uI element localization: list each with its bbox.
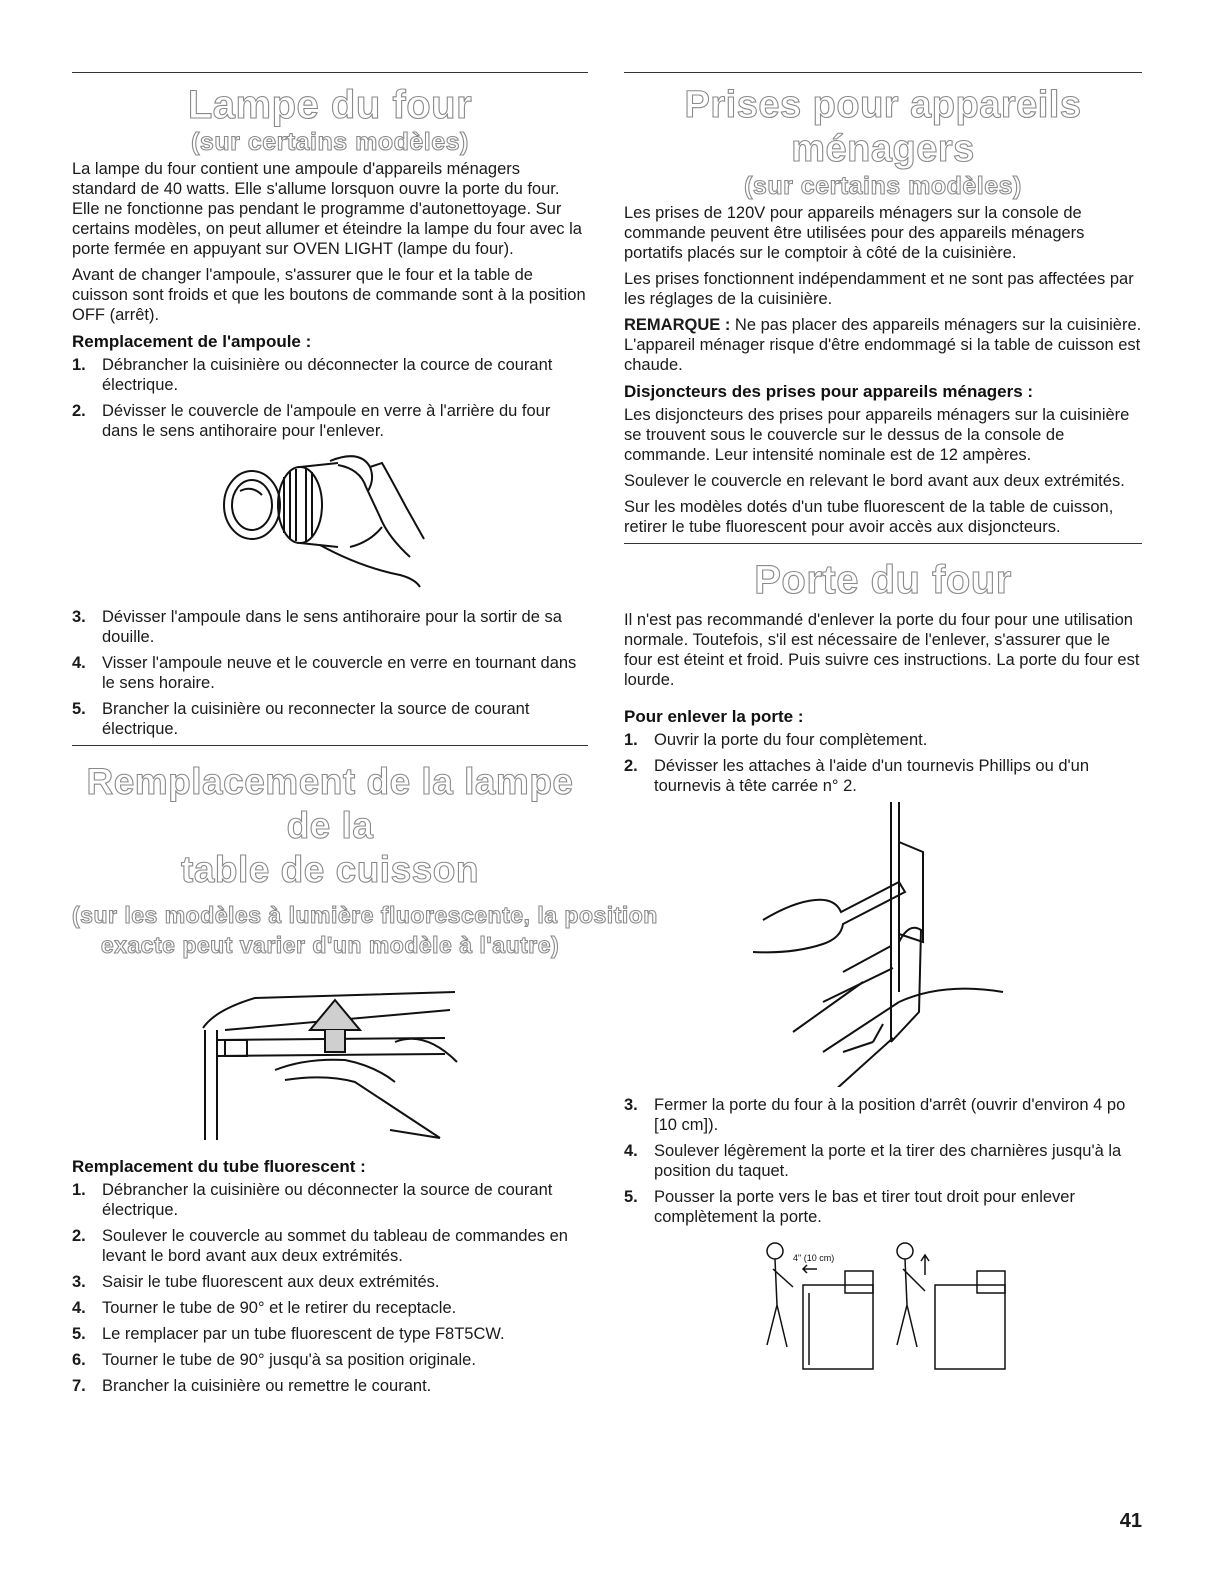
bulb-replacement-heading: Remplacement de l'ampoule : (72, 332, 312, 351)
list-item: 5. Pousser la porte vers le bas et tirer tout droit pour enlever complètement la porte. (624, 1188, 1075, 1226)
list-item: 1. Ouvrir la porte du four complètement. (624, 731, 928, 749)
section-divider (624, 72, 1142, 73)
oven-lamp-title: Lampe du four (187, 83, 473, 127)
fluorescent-steps-list (72, 1180, 588, 1396)
door-removal-illustration (753, 1235, 1013, 1385)
paragraph: Il n'est pas recommandé d'enlever la porte du four pour une utilisation normale. Toutefois, s'il est nécessaire de l'enlever, s'assurer que le four est éteint et froid. Puis suivre ces instructions. La porte du four est lourde. (624, 611, 1140, 689)
door-fastener-illustration (723, 802, 1043, 1087)
oven-door-title: Porte du four (754, 558, 1012, 602)
list-item: 5. Le remplacer par un tube fluorescent de type F8T5CW. (72, 1325, 505, 1343)
list-item: 3. Fermer la porte du four à la position d'arrêt (ouvrir d'environ 4 po [10 cm]). (624, 1096, 1126, 1134)
section-divider (624, 543, 1142, 544)
list-item: 6. Tourner le tube de 90° jusqu'à sa position originale. (72, 1351, 476, 1369)
outlets-title: Prises pour appareils ménagers (684, 84, 1082, 170)
left-column (72, 72, 658, 1402)
list-item: 2. Dévisser les attaches à l'aide d'un tournevis Phillips ou d'un tournevis à tête carrée n° 2. (624, 757, 1090, 795)
paragraph: Les disjoncteurs des prises pour appareils ménagers sur la cuisinière se trouvent sous le couvercle sur le dessus de la console de commande. Leur intensité nominale est de 12 ampères. (624, 406, 1130, 464)
bulb-steps-list-continued (72, 607, 588, 739)
list-item: 3. Saisir le tube fluorescent aux deux extrémités. (72, 1273, 440, 1291)
cooktop-lamp-subtitle-line1: (sur les modèles à lumière fluorescente, la position (72, 902, 658, 928)
fluorescent-heading: Remplacement du tube fluorescent : (72, 1157, 366, 1176)
bulb-cover-illustration (210, 447, 450, 597)
list-item: 2. Soulever le couvercle au sommet du tableau de commandes en levant le bord avant aux deux extrémités. (72, 1227, 568, 1265)
paragraph: Soulever le couvercle en relevant le bord avant aux deux extrémités. (624, 472, 1125, 490)
outlets-subtitle: (sur certains modèles) (744, 172, 1022, 200)
door-steps-list (624, 730, 1142, 796)
door-steps-list-continued (624, 1095, 1142, 1227)
right-column (624, 72, 1142, 1385)
section-divider (72, 72, 588, 73)
breakers-heading: Disjoncteurs des prises pour appareils ménagers : (624, 382, 1034, 401)
list-item: 5. Brancher la cuisinière ou reconnecter la source de courant électrique. (72, 700, 530, 738)
oven-lamp-subtitle: (sur certains modèles) (191, 128, 469, 156)
paragraph: Sur les modèles dotés d'un tube fluorescent de la table de cuisson, retirer le tube fluorescent pour avoir accès aux disjoncteurs. (624, 498, 1114, 536)
list-item: 2. Dévisser le couvercle de l'ampoule en verre à l'arrière du four dans le sens antihoraire pour l'enlever. (72, 402, 551, 440)
list-item: 1. Débrancher la cuisinière ou déconnecter la source de courant électrique. (72, 1181, 553, 1219)
cooktop-lamp-subtitle-line2: exacte peut varier d'un modèle à l'autre) (100, 932, 560, 958)
cooktop-lamp-title-line1: Remplacement de la lampe de la (86, 761, 574, 846)
fluorescent-tube-illustration (195, 970, 465, 1150)
list-item: 4. Tourner le tube de 90° et le retirer du receptacle. (72, 1299, 457, 1317)
list-item: 3. Dévisser l'ampoule dans le sens antihoraire pour la sortir de sa douille. (72, 608, 562, 646)
note-paragraph: REMARQUE : Ne pas placer des appareils ménagers sur la cuisinière. L'appareil ménager risque d'être endommagé si la table de cuisson est chaude. (624, 316, 1142, 374)
note-label: REMARQUE : (624, 316, 731, 334)
gap-measure-label: 4" (10 cm) (793, 1253, 835, 1263)
cooktop-lamp-title-line2: table de cuisson (181, 849, 479, 890)
bulb-steps-list (72, 355, 588, 441)
paragraph: Les prises de 120V pour appareils ménagers sur la console de commande peuvent être utilisées pour des appareils ménagers portatifs placés sur le comptoir à côté de la cuisinière. (624, 204, 1085, 262)
paragraph: Les prises fonctionnent indépendamment et ne sont pas affectées par les réglages de la cuisinière. (624, 270, 1134, 308)
list-item: 4. Visser l'ampoule neuve et le couvercle en verre en tournant dans le sens horaire. (72, 654, 577, 692)
paragraph: Avant de changer l'ampoule, s'assurer que le four et la table de cuisson sont froids et que les boutons de commande sont à la position OFF (arrêt). (72, 266, 586, 324)
section-divider (72, 745, 588, 746)
remove-door-heading: Pour enlever la porte : (624, 707, 804, 726)
list-item: 1. Débrancher la cuisinière ou déconnecter la cource de courant électrique. (72, 356, 553, 394)
list-item: 7. Brancher la cuisinière ou remettre le courant. (72, 1377, 432, 1395)
paragraph: La lampe du four contient une ampoule d'appareils ménagers standard de 40 watts. Elle s'allume lorsquon ouvre la porte du four. Elle ne fonctionne pas pendant le programme d'autonettoyage. Sur certains modèles, on peut allumer et éteindre la lampe du four avec la porte fermée en appuyant sur OVEN LIGHT (lampe du four). (72, 160, 582, 258)
list-item: 4. Soulever légèrement la porte et la tirer des charnières jusqu'à la position du taquet. (624, 1142, 1122, 1180)
page-number: 41 (1119, 1510, 1142, 1532)
